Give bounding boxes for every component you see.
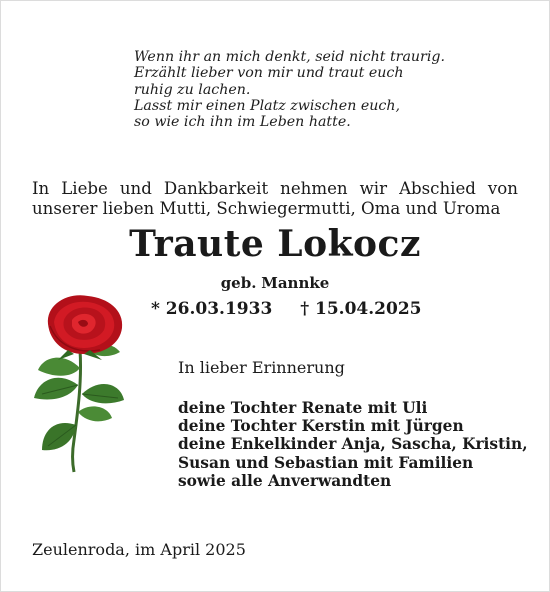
mourner-line: deine Tochter Kerstin mit Jürgen <box>178 417 464 436</box>
mourner-line: deine Tochter Renate mit Uli <box>178 399 428 417</box>
death-date: † 15.04.2025 <box>300 299 422 319</box>
poem-line: so wie ich ihn im Leben hatte. <box>134 114 351 131</box>
deceased-name: Traute Lokocz <box>129 223 421 265</box>
red-rose-icon <box>28 290 158 480</box>
mourner-line: deine Enkelkinder Anja, Sascha, Kristin, <box>178 435 528 454</box>
mourner-line: Susan und Sebastian mit Familien <box>178 453 474 472</box>
place-date: Zeulenroda, im April 2025 <box>32 540 246 559</box>
mourner-line: sowie alle Anverwandten <box>178 471 392 490</box>
intro-line: In Liebe und Dankbarkeit nehmen wir Abschied von <box>32 179 518 198</box>
poem <box>134 49 474 130</box>
memory-line: In lieber Erinnerung <box>178 358 345 377</box>
life-dates <box>151 298 421 320</box>
maiden-name-value: Mannke <box>261 274 330 292</box>
intro-line: unserer lieben Mutti, Schwiegermutti, Oma und Uroma <box>32 198 501 218</box>
intro-text <box>32 179 518 218</box>
poem-line: Erzählt lieber von mir und traut euch <box>134 65 404 82</box>
poem-line: Lasst mir einen Platz zwischen euch, <box>134 97 400 114</box>
mourners-list <box>178 399 528 490</box>
poem-line: Wenn ihr an mich denkt, seid nicht traurig. <box>134 49 445 65</box>
birth-date: * 26.03.1933 <box>151 299 273 319</box>
poem-line: ruhig zu lachen. <box>134 81 251 98</box>
maiden-name-prefix: geb. <box>220 274 257 292</box>
